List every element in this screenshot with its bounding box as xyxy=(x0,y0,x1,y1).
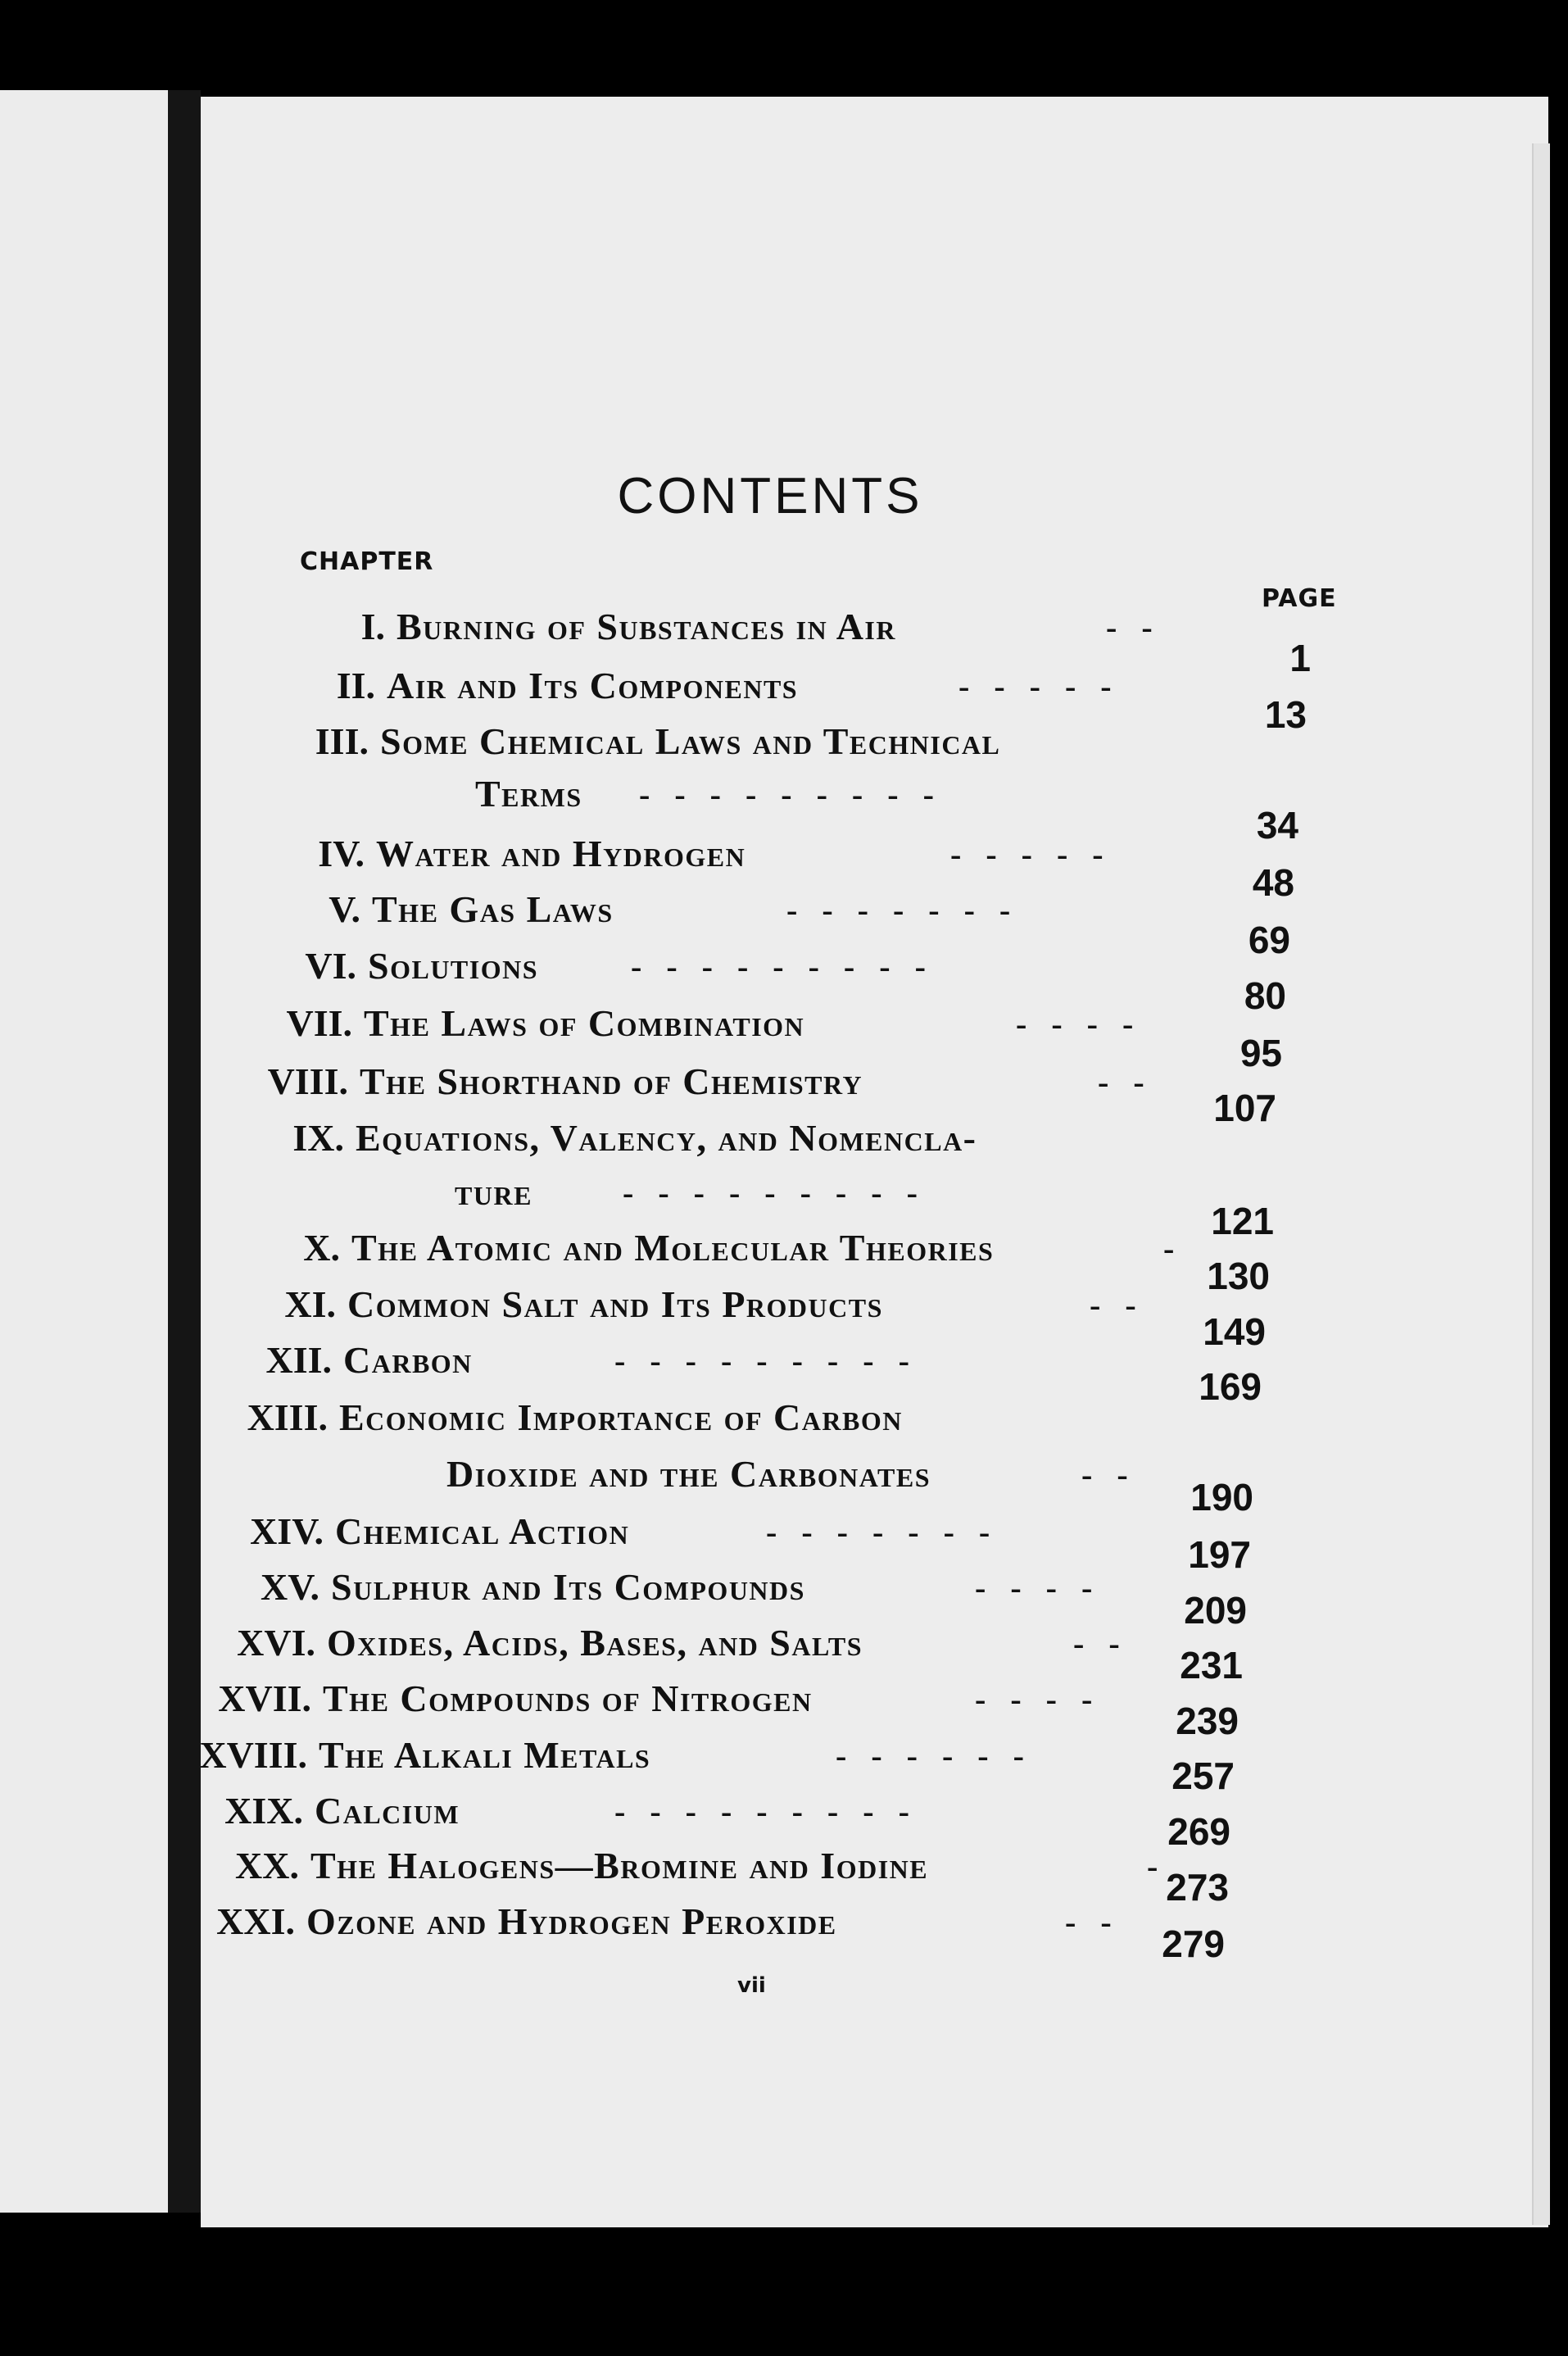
chapter-numeral: VI. xyxy=(305,945,356,987)
chapter-numeral: XIX. xyxy=(224,1790,303,1832)
chapter-title: Solutions xyxy=(368,945,539,987)
page-number: 231 xyxy=(1180,1644,1243,1686)
leader-dashes: - - - - - - - xyxy=(766,1514,999,1550)
leader-dashes: - - - - - - - - - xyxy=(631,948,934,985)
leader-dashes: - - xyxy=(1081,1456,1136,1493)
chapter-title: Economic Importance of Carbon xyxy=(339,1396,903,1438)
chapter-numeral: I. xyxy=(360,606,385,647)
page-number: 1 xyxy=(1289,637,1311,679)
chapter-numeral: XVI. xyxy=(237,1622,315,1664)
leader-dashes: - - xyxy=(1106,609,1161,646)
chapter-title: Some Chemical Laws and Technical xyxy=(380,720,1001,762)
chapter-title: Equations, Valency, and Nomencla- xyxy=(356,1117,977,1159)
page-number: 107 xyxy=(1213,1087,1276,1129)
chapter-numeral: VIII. xyxy=(267,1060,348,1102)
leader-dashes: - - xyxy=(1090,1287,1144,1323)
page-number: 149 xyxy=(1203,1310,1266,1353)
chapter-title: Water and Hydrogen xyxy=(376,833,746,874)
chapter-title: The Halogens—Bromine and Iodine xyxy=(310,1845,929,1886)
chapter-numeral: X. xyxy=(303,1227,340,1269)
chapter-title: Sulphur and Its Compounds xyxy=(331,1566,805,1608)
page-number: 257 xyxy=(1171,1755,1235,1797)
contents-title: CONTENTS xyxy=(617,468,923,524)
leader-dashes: - - - - - - - - - xyxy=(614,1342,918,1379)
page-folio: vii xyxy=(737,1973,766,1998)
page-number: 130 xyxy=(1207,1255,1270,1297)
chapter-title: The Atomic and Molecular Theories xyxy=(351,1227,995,1269)
page-number: 269 xyxy=(1167,1810,1230,1853)
chapter-numeral: IV. xyxy=(318,833,365,874)
chapter-title-continuation: Terms xyxy=(475,773,582,815)
leader-dashes: - - - - - - - xyxy=(786,892,1019,928)
chapter-numeral: XIV. xyxy=(250,1510,324,1552)
leader-dashes: - xyxy=(1147,1848,1167,1885)
chapter-title: The Alkali Metals xyxy=(319,1734,651,1776)
chapter-numeral: XII. xyxy=(265,1339,332,1381)
leader-dashes: - - - - xyxy=(1016,1005,1142,1042)
leader-dashes: - - - - - xyxy=(958,668,1120,705)
page-number: 121 xyxy=(1211,1200,1274,1242)
page-column-header: PAGE xyxy=(1262,584,1337,613)
leader-dashes: - - - - - - - - - xyxy=(623,1174,926,1211)
page-number: 13 xyxy=(1264,693,1307,736)
chapter-title: Burning of Substances in Air xyxy=(397,606,896,647)
chapter-numeral: XX. xyxy=(235,1845,299,1886)
page-number: 34 xyxy=(1256,804,1298,847)
chapter-title: Common Salt and Its Products xyxy=(347,1283,883,1325)
chapter-numeral: VII. xyxy=(286,1002,352,1044)
chapter-numeral: V. xyxy=(329,888,360,930)
chapter-numeral: XI. xyxy=(284,1283,336,1325)
chapter-numeral: XXI. xyxy=(216,1900,295,1942)
page-number: 279 xyxy=(1162,1922,1225,1965)
chapter-title: The Gas Laws xyxy=(372,888,614,930)
page-number: 209 xyxy=(1184,1589,1247,1632)
leader-dashes: - - - - - - xyxy=(836,1737,1032,1774)
chapter-title: Ozone and Hydrogen Peroxide xyxy=(306,1900,837,1942)
chapter-numeral: XVIII. xyxy=(199,1734,307,1776)
chapter-title-continuation: Dioxide and the Carbonates xyxy=(446,1453,931,1495)
chapter-title: Oxides, Acids, Bases, and Salts xyxy=(327,1622,863,1664)
chapter-numeral: III. xyxy=(315,720,369,762)
leader-dashes: - - xyxy=(1065,1904,1120,1941)
chapter-title: Chemical Action xyxy=(335,1510,630,1552)
chapter-numeral: IX. xyxy=(292,1117,344,1159)
page-number: 48 xyxy=(1252,861,1294,904)
chapter-column-header: CHAPTER xyxy=(300,547,434,576)
leader-dashes: - - xyxy=(1073,1625,1128,1662)
leader-dashes: - - - - - - - - - xyxy=(639,776,942,813)
leader-dashes: - - - - - xyxy=(950,836,1112,873)
chapter-numeral: XV. xyxy=(260,1566,319,1608)
leader-dashes: - xyxy=(1163,1230,1183,1267)
chapter-numeral: XIII. xyxy=(247,1396,328,1438)
page-number: 239 xyxy=(1176,1700,1239,1742)
chapter-title: The Shorthand of Chemistry xyxy=(360,1060,863,1102)
chapter-title: Calcium xyxy=(315,1790,460,1832)
page-number: 190 xyxy=(1190,1476,1253,1518)
page-number: 69 xyxy=(1248,919,1290,961)
leader-dashes: - - - - xyxy=(975,1681,1101,1718)
page-number: 197 xyxy=(1188,1533,1251,1576)
chapter-numeral: II. xyxy=(336,665,375,706)
leader-dashes: - - xyxy=(1098,1064,1153,1101)
chapter-title: Carbon xyxy=(343,1339,473,1381)
leader-dashes: - - - - - - - - - xyxy=(614,1793,918,1830)
page-number: 80 xyxy=(1244,974,1286,1017)
page-number: 95 xyxy=(1239,1032,1282,1074)
chapter-title: The Compounds of Nitrogen xyxy=(323,1677,813,1719)
chapter-title: The Laws of Combination xyxy=(364,1002,805,1044)
chapter-numeral: XVII. xyxy=(218,1677,311,1719)
chapter-title: Air and Its Components xyxy=(387,665,799,706)
page-number: 169 xyxy=(1199,1365,1262,1408)
page-number: 273 xyxy=(1166,1866,1229,1909)
leader-dashes: - - - - xyxy=(975,1569,1101,1606)
chapter-title-continuation: ture xyxy=(455,1171,532,1213)
